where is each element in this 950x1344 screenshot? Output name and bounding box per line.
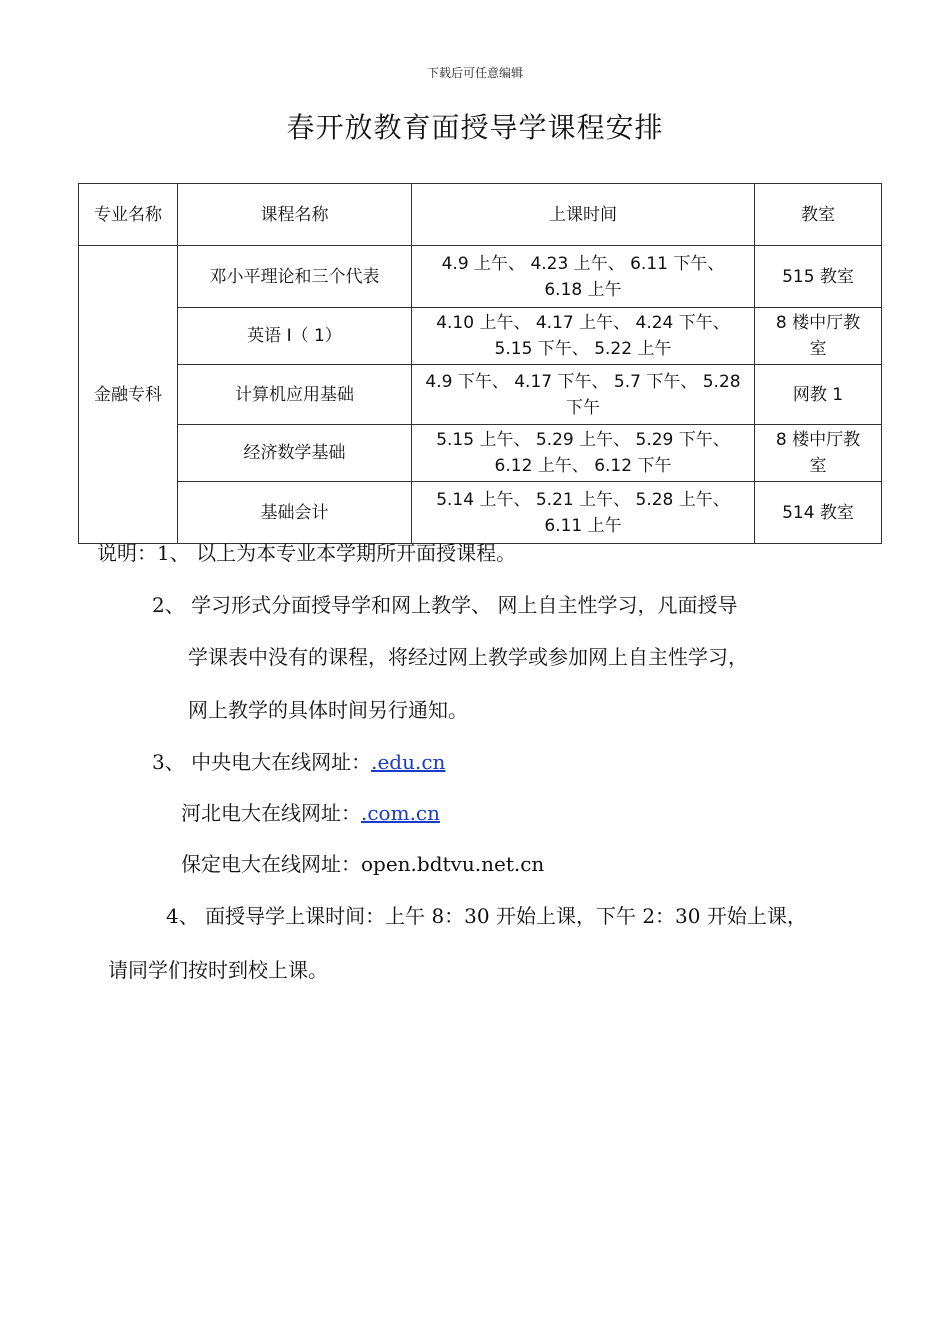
- note-3c: 保定电大在线网址：open.bdtvu.net.cn: [181, 852, 545, 876]
- table-row: [79, 425, 882, 482]
- note-4-line-2: 请同学们按时到校上课。: [108, 958, 328, 982]
- course-cell: 计算机应用基础: [178, 365, 412, 425]
- time-cell: [412, 482, 755, 544]
- note-1: 说明：1、 以上为本专业本学期所开面授课程。: [97, 541, 517, 565]
- course-cell: 英语 I（ 1）: [178, 308, 412, 365]
- course-cell: 经济数学基础: [178, 425, 412, 482]
- page-title: 春开放教育面授导学课程安排: [286, 111, 664, 144]
- room-line: 网教 1: [792, 384, 844, 405]
- note-2-line-3: 网上教学的具体时间另行通知。: [188, 698, 468, 722]
- time-cell: [412, 425, 755, 482]
- course-cell: 邓小平理论和三个代表: [178, 246, 412, 308]
- room-line: 8 楼中厅教: [775, 430, 861, 450]
- course-cell: 基础会计: [178, 482, 412, 544]
- time-line: 下午: [566, 397, 600, 418]
- header-course: 课程名称: [178, 184, 412, 246]
- room-cell: [755, 425, 882, 482]
- header-time: 上课时间: [412, 184, 755, 246]
- note-3: [152, 746, 445, 775]
- room-line: 室: [809, 339, 827, 359]
- header-department: 专业名称: [79, 184, 178, 246]
- time-line: 6.11 上午: [544, 515, 622, 536]
- room-line: 8 楼中厅教: [775, 313, 861, 333]
- room-line: 515 教室: [782, 266, 854, 287]
- table-row: [79, 308, 882, 365]
- time-line: 6.18 上午: [544, 279, 622, 300]
- note-3b: [181, 797, 440, 826]
- room-cell: [755, 308, 882, 365]
- note-2-line-1: 2、 学习形式分面授导学和网上教学、 网上自主性学习，凡面授导: [152, 593, 738, 617]
- time-line: 5.15 上午、 5.29 上午、 5.29 下午、: [436, 430, 730, 450]
- time-cell: [412, 365, 755, 425]
- time-cell: [412, 308, 755, 365]
- time-line: 4.9 下午、 4.17 下午、 5.7 下午、 5.28: [425, 371, 741, 392]
- header-room: 教室: [755, 184, 882, 246]
- room-line: 室: [809, 456, 827, 476]
- hebei-url-link[interactable]: .com.cn: [361, 801, 441, 825]
- cctv-url-link[interactable]: .edu.cn: [371, 750, 446, 774]
- time-line: 6.12 上午、 6.12 下午: [494, 456, 672, 476]
- table-header-row: [79, 184, 882, 246]
- time-line: 4.10 上午、 4.17 上午、 4.24 下午、: [436, 313, 730, 333]
- department-cell: 金融专科: [79, 246, 178, 544]
- room-cell: [755, 246, 882, 308]
- time-line: 5.14 上午、 5.21 上午、 5.28 上午、: [436, 489, 730, 510]
- time-line: 5.15 下午、 5.22 上午: [494, 339, 672, 359]
- course-schedule-table: [78, 183, 882, 544]
- room-line: 514 教室: [782, 502, 854, 523]
- note-3b-label: 河北电大在线网址：: [181, 801, 361, 825]
- table-row: [79, 482, 882, 544]
- time-line: 4.9 上午、 4.23 上午、 6.11 下午、: [441, 253, 725, 274]
- time-cell: [412, 246, 755, 308]
- table-row: [79, 246, 882, 308]
- room-cell: [755, 482, 882, 544]
- note-2-line-2: 学课表中没有的课程，将经过网上教学或参加网上自主性学习，: [188, 645, 748, 669]
- header-note: 下载后可任意编辑: [426, 66, 523, 80]
- room-cell: [755, 365, 882, 425]
- table-row: [79, 365, 882, 425]
- note-3-label: 3、 中央电大在线网址：: [152, 750, 372, 774]
- note-4-line-1: 4、 面授导学上课时间：上午 8：30 开始上课，下午 2：30 开始上课，: [166, 904, 807, 928]
